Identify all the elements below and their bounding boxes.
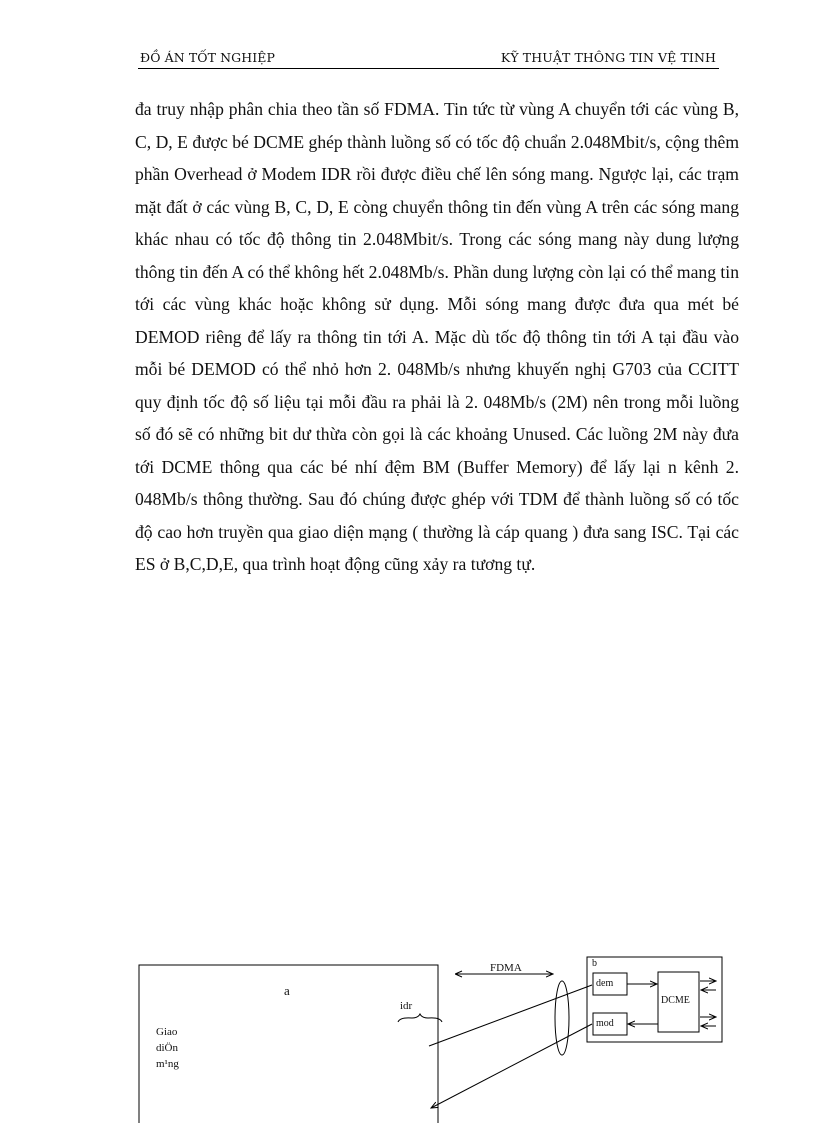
diagram-drawing [130,950,730,1123]
body-paragraph: đa truy nhập phân chia theo tần số FDMA. Tin tức từ vùng A chuyển tới các vùng B, C, D, E được bé DCME ghép thành luồng số có tốc độ chuẩn 2.048Mbit/s, cộng thêm phần Overhead ở Modem IDR rồi được điều chế lên sóng mang. Ngược lại, các trạm mặt đất ở các vùng B, C, D, E còng chuyển thông tin đến vùng A trên các sóng mang khác nhau có tốc độ thông tin 2.048Mbit/s. Trong các sóng mang này dung lượng thông tin đến A có thể không hết 2.048Mb/s. Phần dung lượng còn lại có thể mang tin tới các vùng khác hoặc không sử dụng. Mỗi sóng mang được đưa qua mét bé DEMOD riêng để lấy ra thông tin tới A. Mặc dù tốc độ thông tin tới A tại đầu vào mỗi bé DEMOD có thể nhỏ hơn 2. 048Mb/s nhưng khuyến nghị G703 của CCITT quy định tốc độ số liệu tại mỗi đầu ra phải là 2. 048Mb/s (2M) nên trong mỗi luồng số đó sẽ có những bit dư thừa còn gọi là các khoảng Unused. Các luồng 2M này đưa tới DCME thông qua các bé nhí đệm BM (Buffer Memory) để lấy lại n kênh 2. 048Mb/s thông thường. Sau đó chúng được ghép với TDM để thành luồng số có tốc độ cao hơn truyền qua giao diện mạng ( thường là cáp quang ) đưa sang ISC. Tại các ES ở B,C,D,E, qua trình hoạt động cũng xảy ra tương tự. [135,99,739,574]
page-header [138,47,718,67]
header-left-title: ĐỒ ÁN TỐT NGHIỆP [140,50,276,65]
idr-label: idr [400,1000,413,1012]
interface-label-line3: m¹ng [156,1058,179,1070]
system-diagram [130,950,730,1123]
dcme-label: DCME [661,995,690,1006]
fdma-label: FDMA [490,962,522,974]
header-rule [138,68,719,69]
dem-label: dem [596,978,614,989]
mod-label: mod [596,1018,614,1029]
box-a-label: a [284,983,290,998]
interface-label-line2: diÖn [156,1042,178,1054]
body-text [135,93,739,581]
box-b-label: b [592,958,597,969]
idr-brace [398,1014,442,1022]
carrier-ellipse [555,981,569,1055]
interface-label-line1: Giao [156,1026,178,1038]
header-right-title: KỸ THUẬT THÔNG TIN VỆ TINH [500,50,716,65]
box-b [587,957,722,1042]
